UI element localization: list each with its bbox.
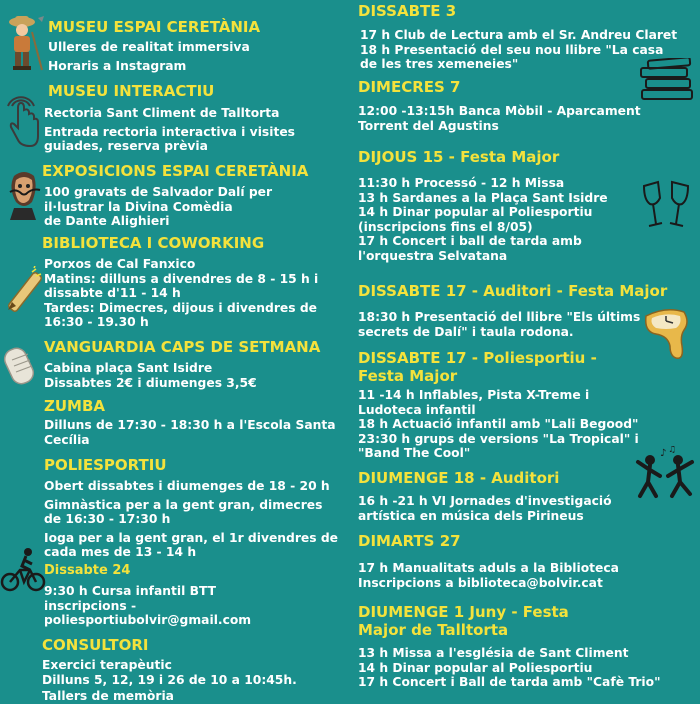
consultori-line: Tallers de memòria [42, 689, 174, 703]
vanguardia-text [44, 361, 257, 390]
dissabte17b-line: 23:30 h grups de versions "La Tropical" i [358, 431, 639, 446]
dissabte24-text [44, 584, 251, 628]
dijous15-line: 11:30 h Processó - 12 h Missa [358, 176, 565, 190]
newspaper-icon [2, 344, 42, 390]
poliesportiu-title: POLIESPORTIU [44, 456, 167, 474]
exposicions-title: EXPOSICIONS ESPAI CERETÀNIA [42, 162, 309, 180]
dijous15-text [358, 176, 608, 263]
biblioteca-title: BIBLIOTECA I COWORKING [42, 234, 265, 252]
dissabte17b-title-2: Festa Major [358, 367, 458, 385]
dissabte17b-line: "Band The Cool" [358, 446, 471, 460]
museu-title: MUSEU ESPAI CERETÀNIA [48, 18, 261, 36]
books-icon [638, 58, 696, 102]
right-column [350, 0, 700, 700]
dimecres7-title: DIMECRES 7 [358, 78, 461, 96]
diumenge1-text [358, 646, 661, 690]
dissabte17a-line: 18:30 h Presentació del llibre "Els últims [358, 310, 641, 324]
diumenge1-title-2: Major de Talltorta [358, 621, 509, 639]
dissabte24-line: inscripcions - [44, 598, 137, 613]
vanguardia-line: Dissabtes 2€ i diumenges 3,5€ [44, 375, 257, 390]
svg-text:♫: ♫ [668, 446, 677, 455]
dimecres7-line: 12:00 -13:15h Banca Mòbil - Aparcament [358, 104, 641, 118]
dissabte3-line: de les tres xemeneies" [360, 57, 519, 71]
biblioteca-line: dissabte d'11 - 14 h [44, 286, 181, 300]
dijous15-line: (inscripcions fins el 8/05) [358, 219, 533, 234]
left-column [0, 0, 350, 703]
diumenge18-line: artística en música dels Pirineus [358, 508, 584, 523]
diumenge18-text [358, 494, 612, 523]
dimecres7-text [358, 104, 641, 133]
interactiu-line: Rectoria Sant Climent de Talltorta [44, 106, 280, 120]
zumba-section [44, 397, 105, 415]
poliesportiu-text [44, 479, 338, 560]
dissabte17a-title: DISSABTE 17 - Auditori - Festa Major [358, 282, 668, 300]
dissabte17a-line: secrets de Dalí" i taula rodona. [358, 324, 574, 339]
dissabte3-text [360, 28, 677, 72]
champagne-glasses-icon [636, 178, 696, 238]
interactiu-text [44, 106, 295, 154]
zumba-line: Cecília [44, 432, 90, 447]
dissabte17b-text [358, 388, 639, 461]
biblioteca-section [42, 234, 264, 252]
biblioteca-line: 16:30 - 19.30 h [44, 315, 149, 329]
biblioteca-text [44, 257, 318, 330]
exposicions-line: 100 gravats de Salvador Dalí per [44, 185, 273, 199]
poliesportiu-line: de 16:30 - 17:30 h [44, 512, 171, 526]
dimarts27-text [358, 561, 619, 590]
exposicions-line: de Dante Alighieri [44, 214, 170, 228]
biblioteca-line: Porxos de Cal Fanxico [44, 257, 196, 271]
diumenge18-line: 16 h -21 h VI Jornades d'investigació [358, 494, 612, 508]
dissabte24-line: poliesportiubolvir@gmail.com [44, 613, 252, 627]
poliesportiu-line: Obert dissabtes i diumenges de 18 - 20 h [44, 479, 330, 493]
poliesportiu-line: cada mes de 13 - 14 h [44, 545, 197, 559]
interactiu-section [48, 82, 214, 100]
dimarts27-line: Inscripcions a biblioteca@bolvir.cat [358, 575, 603, 590]
dissabte17b-line: Ludoteca infantil [358, 402, 476, 417]
poliesportiu-line: Gimnàstica per a la gent gran, dimecres [44, 497, 323, 512]
diumenge1-section [358, 603, 569, 639]
museu-text [48, 40, 250, 73]
dimecres7-line: Torrent del Agustins [358, 118, 499, 133]
exposicions-line: il·lustrar la Divina Comèdia [44, 199, 233, 214]
dimarts27-section [358, 532, 461, 550]
dissabte17b-line: 11 -14 h Inflables, Pista X-Treme i [358, 388, 590, 402]
dissabte3-line: 17 h Club de Lectura amb el Sr. Andreu Claret [360, 28, 678, 42]
museu-line: Horaris a Instagram [48, 58, 187, 73]
dissabte3-title: DISSABTE 3 [358, 2, 457, 20]
exposicions-text [44, 185, 272, 229]
exposicions-section [42, 162, 308, 180]
poliesportiu-section [44, 456, 167, 474]
dissabte3-line: 18 h Presentació del seu nou llibre "La casa [360, 42, 664, 57]
biblioteca-line: Tardes: Dimecres, dijous i divendres de [44, 300, 317, 315]
dijous15-title: DIJOUS 15 - Festa Major [358, 148, 560, 166]
dancers-icon [634, 446, 696, 508]
poliesportiu-line: Ioga per a la gent gran, el 1r divendres de [44, 530, 339, 545]
zumba-line: Dilluns de 17:30 - 18:30 h a l'Escola Santa [44, 418, 336, 432]
vanguardia-section [44, 338, 320, 356]
diumenge1-line: 13 h Missa a l'església de Sant Climent [358, 646, 629, 660]
museu-line: Ulleres de realitat immersiva [48, 40, 250, 54]
diumenge1-title: DIUMENGE 1 Juny - Festa [358, 603, 569, 621]
dissabte17a-text [358, 310, 640, 339]
diumenge1-line: 17 h Concert i Ball de tarda amb "Cafè Trio" [358, 675, 661, 689]
dissabte17b-section [358, 349, 597, 385]
dissabte17a-section [358, 282, 667, 300]
dijous15-section [358, 148, 559, 166]
dijous15-line: l'orquestra Selvatana [358, 248, 508, 263]
cyclist-icon [0, 546, 46, 592]
dimecres7-section [358, 78, 460, 96]
vanguardia-line: Cabina plaça Sant Isidre [44, 361, 213, 375]
dijous15-line: 13 h Sardanes a la Plaça Sant Isidre [358, 190, 608, 205]
diumenge18-section [358, 469, 559, 487]
dissabte3-section [358, 2, 456, 20]
touch-hand-icon [4, 92, 42, 148]
dijous15-line: 17 h Concert i ball de tarda amb [358, 234, 582, 248]
dimarts27-line: 17 h Manualitats aduls a la Biblioteca [358, 561, 619, 575]
svg-text:♪: ♪ [660, 448, 667, 459]
consultori-line: Dilluns 5, 12, 19 i 26 de 10 a 10:45h. [42, 672, 297, 687]
consultori-text [42, 658, 297, 704]
biblioteca-line: Matins: dilluns a divendres de 8 - 15 h i [44, 271, 319, 286]
dijous15-line: 14 h Dinar popular al Poliesportiu [358, 205, 593, 219]
consultori-line: Exercici terapèutic [42, 658, 172, 672]
museu-section [48, 18, 260, 36]
consultori-title: CONSULTORI [42, 636, 149, 654]
diumenge1-line: 14 h Dinar popular al Poliesportiu [358, 660, 593, 675]
zumba-text [44, 418, 336, 447]
dimarts27-title: DIMARTS 27 [358, 532, 461, 550]
zumba-title: ZUMBA [44, 397, 106, 415]
dissabte17b-title: DISSABTE 17 - Poliesportiu - [358, 349, 597, 367]
explorer-icon [2, 14, 46, 76]
diumenge18-title: DIUMENGE 18 - Auditori [358, 469, 560, 487]
interactiu-line: Entrada rectoria interactiva i visites [44, 124, 295, 139]
interactiu-title: MUSEU INTERACTIU [48, 82, 215, 100]
dissabte24-section [44, 563, 130, 579]
vanguardia-title: VANGUARDIA CAPS DE SETMANA [44, 338, 321, 356]
consultori-section [42, 636, 149, 654]
melting-clock-icon [640, 306, 692, 364]
dissabte24-line: 9:30 h Cursa infantil BTT [44, 584, 217, 598]
dissabte17b-line: 18 h Actuació infantil amb "Lali Begood" [358, 417, 639, 431]
pen-icon [2, 266, 46, 316]
dali-portrait-icon [2, 168, 44, 220]
dissabte24-title: Dissabte 24 [44, 563, 131, 578]
interactiu-line: guiades, reserva prèvia [44, 139, 208, 153]
